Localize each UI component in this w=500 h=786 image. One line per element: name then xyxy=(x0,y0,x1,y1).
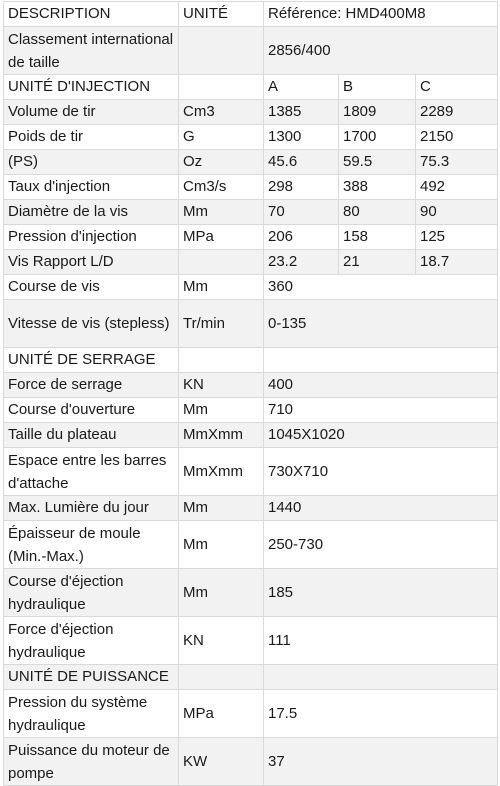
row-value-c: 18.7 xyxy=(416,250,498,275)
table-row xyxy=(4,275,498,300)
row-unit: G xyxy=(179,125,264,150)
row-label: Puissance du moteur de pompe xyxy=(4,738,179,786)
row-value: 250-730 xyxy=(264,521,498,569)
section-title: UNITÉ DE PUISSANCE xyxy=(4,665,179,690)
row-unit: MmXmm xyxy=(179,423,264,448)
row-label: Épaisseur de moule (Min.-Max.) xyxy=(4,521,179,569)
row-value-a: 298 xyxy=(264,175,339,200)
row-value-b: 1809 xyxy=(339,100,416,125)
section-title: UNITÉ D'INJECTION xyxy=(4,75,179,100)
row-label: Force d'éjection hydraulique xyxy=(4,617,179,665)
row-value: 1440 xyxy=(264,496,498,521)
row-unit: Cm3/s xyxy=(179,175,264,200)
row-label: Volume de tir xyxy=(4,100,179,125)
row-unit xyxy=(179,348,264,373)
row-label: Course de vis xyxy=(4,275,179,300)
table-row xyxy=(4,150,498,175)
row-unit: Oz xyxy=(179,150,264,175)
section-row-puissance xyxy=(4,665,498,690)
row-label: Taille du plateau xyxy=(4,423,179,448)
row-value: 185 xyxy=(264,569,498,617)
column-header-a: A xyxy=(264,75,339,100)
row-value-b: 80 xyxy=(339,200,416,225)
row-unit: MPa xyxy=(179,225,264,250)
row-value xyxy=(264,348,498,373)
spec-table xyxy=(3,1,498,786)
table-row xyxy=(4,617,498,665)
table-row xyxy=(4,569,498,617)
row-label: Taux d'injection xyxy=(4,175,179,200)
row-value-b: 388 xyxy=(339,175,416,200)
row-label: Max. Lumière du jour xyxy=(4,496,179,521)
row-value: 360 xyxy=(264,275,498,300)
table-row xyxy=(4,690,498,738)
table-row xyxy=(4,27,498,75)
row-unit: Mm xyxy=(179,275,264,300)
row-value-a: 206 xyxy=(264,225,339,250)
row-unit: Cm3 xyxy=(179,100,264,125)
section-title: UNITÉ DE SERRAGE xyxy=(4,348,179,373)
table-row xyxy=(4,100,498,125)
row-value-a: 70 xyxy=(264,200,339,225)
header-unit: UNITÉ xyxy=(179,2,264,27)
row-unit: KW xyxy=(179,738,264,786)
section-row-serrage xyxy=(4,348,498,373)
row-label: Pression du système hydraulique xyxy=(4,690,179,738)
row-value: 730X710 xyxy=(264,448,498,496)
row-unit: Mm xyxy=(179,569,264,617)
row-value-c: 2289 xyxy=(416,100,498,125)
row-value-c: 90 xyxy=(416,200,498,225)
row-value-a: 1300 xyxy=(264,125,339,150)
row-value-c: 75.3 xyxy=(416,150,498,175)
table-row xyxy=(4,225,498,250)
row-value-b: 21 xyxy=(339,250,416,275)
column-header-b: B xyxy=(339,75,416,100)
header-reference: Référence: HMD400M8 xyxy=(264,2,498,27)
row-unit: Mm xyxy=(179,521,264,569)
row-value-a: 45.6 xyxy=(264,150,339,175)
row-unit: Tr/min xyxy=(179,300,264,348)
table-row xyxy=(4,125,498,150)
row-label: Diamètre de la vis xyxy=(4,200,179,225)
table-row xyxy=(4,175,498,200)
row-value: 0-135 xyxy=(264,300,498,348)
row-value: 37 xyxy=(264,738,498,786)
row-value: 1045X1020 xyxy=(264,423,498,448)
row-value-b: 1700 xyxy=(339,125,416,150)
row-value: 17.5 xyxy=(264,690,498,738)
row-label: (PS) xyxy=(4,150,179,175)
row-value-a: 1385 xyxy=(264,100,339,125)
row-label: Course d'éjection hydraulique xyxy=(4,569,179,617)
table-row xyxy=(4,448,498,496)
table-row xyxy=(4,250,498,275)
row-label: Pression d'injection xyxy=(4,225,179,250)
row-unit xyxy=(179,665,264,690)
row-unit: Mm xyxy=(179,200,264,225)
row-unit: Mm xyxy=(179,496,264,521)
row-value: 111 xyxy=(264,617,498,665)
row-value-b: 59.5 xyxy=(339,150,416,175)
row-unit: Mm xyxy=(179,398,264,423)
table-row xyxy=(4,300,498,348)
row-unit xyxy=(179,250,264,275)
column-header-c: C xyxy=(416,75,498,100)
table-row xyxy=(4,398,498,423)
row-unit: KN xyxy=(179,617,264,665)
row-value: 710 xyxy=(264,398,498,423)
row-unit: MPa xyxy=(179,690,264,738)
table-row xyxy=(4,200,498,225)
row-unit xyxy=(179,75,264,100)
row-label: Force de serrage xyxy=(4,373,179,398)
row-label: Course d'ouverture xyxy=(4,398,179,423)
row-unit: MmXmm xyxy=(179,448,264,496)
row-value-c: 492 xyxy=(416,175,498,200)
row-label: Vis Rapport L/D xyxy=(4,250,179,275)
header-description: DESCRIPTION xyxy=(4,2,179,27)
row-label: Classement international de taille xyxy=(4,27,179,75)
section-row-injection xyxy=(4,75,498,100)
row-unit: KN xyxy=(179,373,264,398)
table-row xyxy=(4,521,498,569)
row-value-c: 2150 xyxy=(416,125,498,150)
row-unit xyxy=(179,27,264,75)
row-value: 2856/400 xyxy=(264,27,498,75)
row-value-c: 125 xyxy=(416,225,498,250)
row-label: Poids de tir xyxy=(4,125,179,150)
row-value xyxy=(264,665,498,690)
row-value-a: 23.2 xyxy=(264,250,339,275)
row-label: Vitesse de vis (stepless) xyxy=(4,300,179,348)
header-row xyxy=(4,2,498,27)
table-row xyxy=(4,738,498,786)
table-row xyxy=(4,373,498,398)
row-value-b: 158 xyxy=(339,225,416,250)
row-value: 400 xyxy=(264,373,498,398)
table-row xyxy=(4,496,498,521)
row-label: Espace entre les barres d'attache xyxy=(4,448,179,496)
table-row xyxy=(4,423,498,448)
